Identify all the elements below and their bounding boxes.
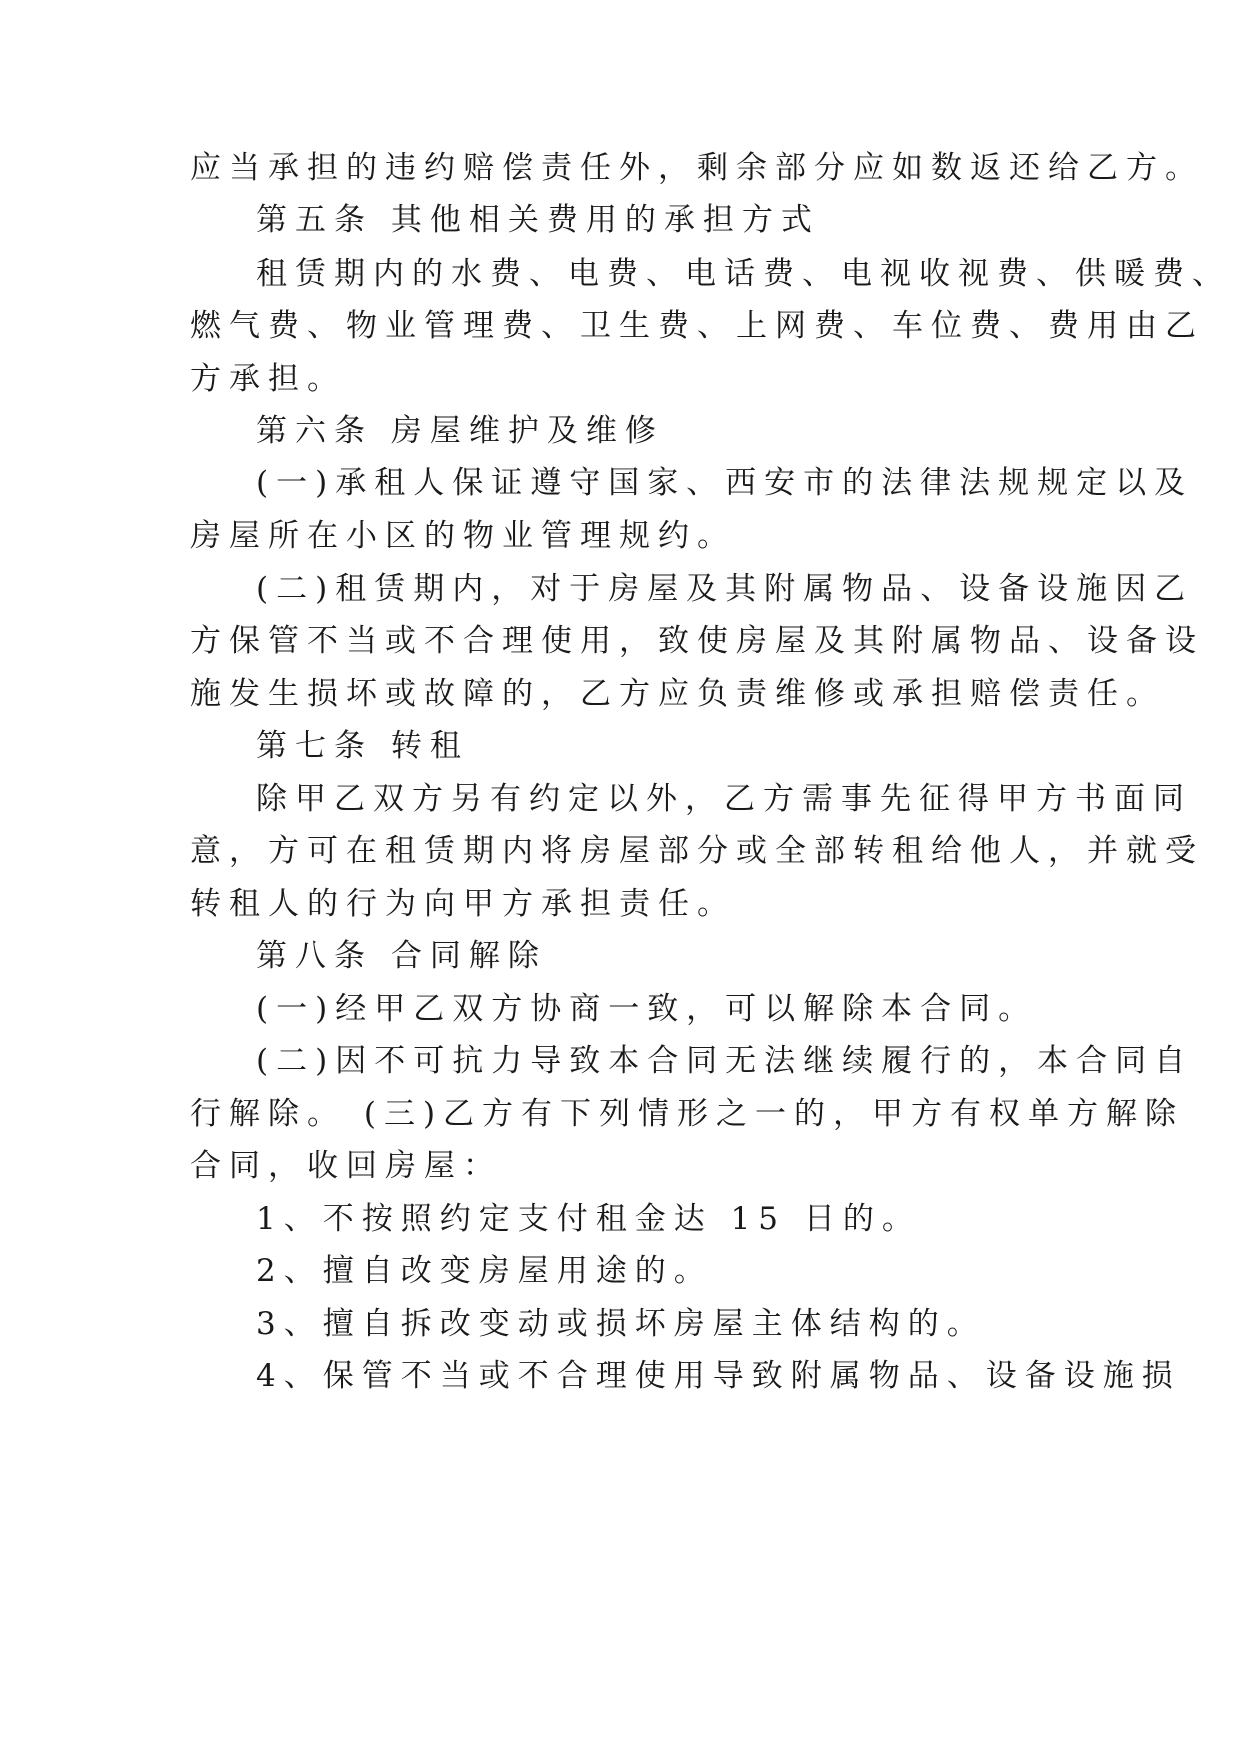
list-item: 4、保管不当或不合理使用导致附属物品、设备设施损 <box>256 1358 1181 1394</box>
section-heading: 第六条 房屋维护及维修 <box>256 413 664 449</box>
text-line: 转租人的行为向甲方承担责任。 <box>190 886 736 922</box>
text-line: (一)承租人保证遵守国家、西安市的法律法规规定以及 <box>256 465 1194 501</box>
text-line: (二)租赁期内，对于房屋及其附属物品、设备设施因乙 <box>256 571 1194 607</box>
text-line: 房屋所在小区的物业管理规约。 <box>190 518 736 554</box>
text-line: 行解除。 (三)乙方有下列情形之一的，甲方有权单方解除 <box>190 1096 1185 1132</box>
text-line: 施发生损坏或故障的，乙方应负责维修或承担赔偿责任。 <box>190 676 1165 712</box>
list-item: 2、擅自改变房屋用途的。 <box>256 1253 713 1289</box>
list-item: 3、擅自拆改变动或损坏房屋主体结构的。 <box>256 1306 986 1342</box>
text-line: 燃气费、物业管理费、卫生费、上网费、车位费、费用由乙 <box>190 308 1204 344</box>
text-line: 合同，收回房屋： <box>190 1148 502 1184</box>
text-line: (二)因不可抗力导致本合同无法继续履行的，本合同自 <box>256 1043 1194 1079</box>
text-line: 方承担。 <box>190 361 346 397</box>
text-line: 意，方可在租赁期内将房屋部分或全部转租给他人，并就受 <box>190 833 1204 869</box>
text-line: 方保管不当或不合理使用，致使房屋及其附属物品、设备设 <box>190 623 1204 659</box>
text-line: 除甲乙双方另有约定以外，乙方需事先征得甲方书面同 <box>256 781 1192 817</box>
text-line: 应当承担的违约赔偿责任外，剩余部分应如数返还给乙方。 <box>190 150 1204 186</box>
text-line: (一)经甲乙双方协商一致，可以解除本合同。 <box>256 991 1038 1027</box>
section-heading: 第五条 其他相关费用的承担方式 <box>256 202 820 238</box>
list-item: 1、不按照约定支付租金达 15 日的。 <box>256 1201 921 1237</box>
section-heading: 第七条 转租 <box>256 728 469 764</box>
text-line: 租赁期内的水费、电费、电话费、电视收视费、供暖费、 <box>256 256 1231 292</box>
section-heading: 第八条 合同解除 <box>256 938 547 974</box>
